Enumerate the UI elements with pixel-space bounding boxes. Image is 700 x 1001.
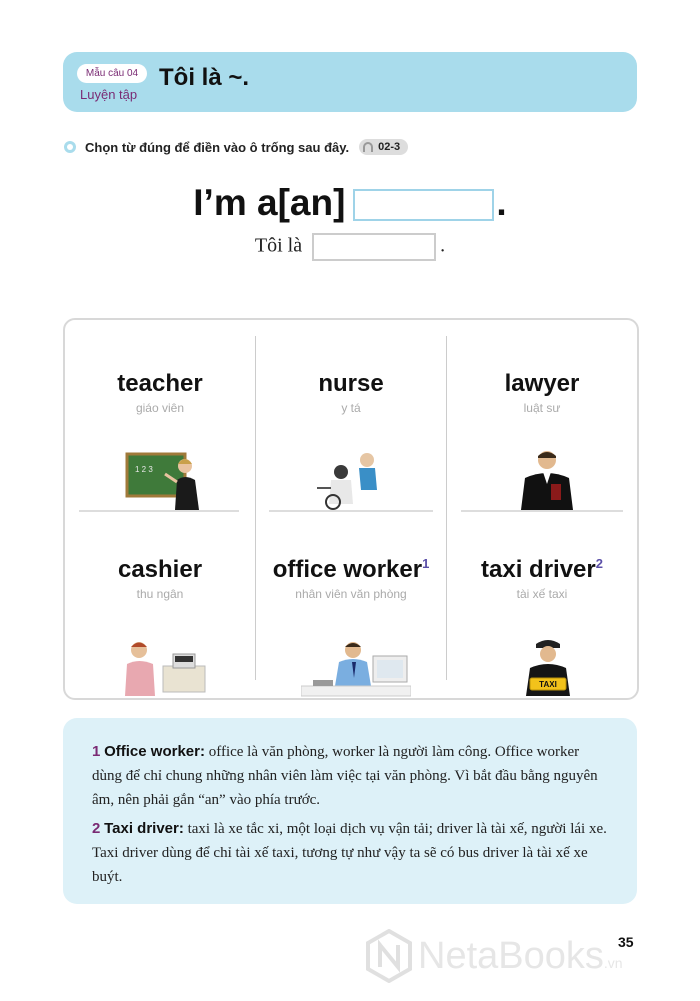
pattern-label: Mẫu câu 04	[77, 64, 147, 83]
taxi-driver-illustration	[520, 638, 576, 698]
row-divider	[79, 510, 239, 512]
vocab-item-nurse	[256, 370, 446, 415]
lawyer-illustration	[517, 448, 577, 510]
vocabulary-card	[63, 318, 639, 700]
svg-text:1 2 3: 1 2 3	[135, 465, 153, 474]
footnote-ref-2: 2	[595, 556, 603, 571]
vocab-word: office worker$^1$	[272, 556, 430, 583]
vietnamese-sentence	[0, 233, 700, 261]
instruction-text: Chọn từ đúng để điền vào ô trống sau đây.	[85, 139, 350, 155]
netabooks-logo-icon	[366, 929, 412, 983]
instruction	[64, 139, 408, 155]
audio-track-button[interactable]	[359, 139, 408, 155]
vietnamese-sentence-prefix: Tôi là	[254, 234, 303, 257]
vocab-item-office-worker	[256, 556, 446, 601]
taxi-sign-text: TAXI	[539, 680, 557, 689]
vocab-item-taxi-driver	[447, 556, 637, 601]
vocab-word: teacher	[117, 370, 203, 397]
bullet-icon	[64, 141, 76, 153]
vocab-meaning: thu ngân	[136, 587, 184, 601]
office-worker-illustration	[301, 638, 411, 698]
practice-label: Luyện tập	[80, 87, 138, 102]
note-1	[92, 740, 612, 812]
vocab-word: taxi driver$^2$	[481, 556, 603, 583]
english-answer-blank[interactable]	[353, 189, 494, 221]
english-sentence-prefix: I’m a[an]	[193, 182, 346, 223]
vocab-item-lawyer	[447, 370, 637, 415]
vocab-item-cashier	[65, 556, 255, 601]
nurse-illustration	[317, 448, 387, 510]
cashier-illustration	[123, 638, 209, 698]
note-term: Office worker:	[104, 743, 205, 760]
vocab-meaning: y tá	[341, 401, 361, 415]
vocab-meaning: giáo viên	[135, 401, 185, 415]
note-2	[92, 817, 612, 889]
vocab-word: cashier	[117, 556, 203, 583]
vocab-word: nurse	[318, 370, 384, 397]
lesson-title: Tôi là ~.	[159, 64, 250, 91]
notes-box	[63, 718, 637, 904]
note-term: Taxi driver:	[104, 820, 184, 837]
vietnamese-answer-blank[interactable]	[312, 233, 436, 261]
english-sentence-suffix: .	[496, 182, 507, 223]
page-number: 35	[618, 934, 634, 950]
headphone-icon	[363, 142, 373, 152]
lesson-header	[63, 52, 637, 112]
footnote-ref-1: 1	[422, 556, 430, 571]
teacher-illustration	[125, 448, 207, 510]
note-number: 1	[92, 743, 101, 760]
note-text: office là văn phòng, worker là người làm công. Office worker dùng để chỉ chung những nhân viên làm việc tại văn phòng. Vì bắt đầu bằng nguyên âm, nên phải gắn “an” vào phía trước.	[92, 744, 598, 808]
row-divider	[461, 510, 623, 512]
vocab-meaning: nhân viên văn phòng	[295, 587, 407, 601]
note-number: 2	[92, 820, 101, 837]
vocab-meaning: tài xế taxi	[516, 587, 568, 601]
vietnamese-sentence-suffix: .	[440, 234, 446, 257]
row-divider	[269, 510, 433, 512]
vocab-item-teacher	[65, 370, 255, 415]
watermark-text: NetaBooks.vn	[418, 934, 623, 977]
english-sentence	[0, 182, 700, 224]
note-text: taxi là xe tắc xi, một loại dịch vụ vận tải; driver là tài xế, người lái xe. Taxi driver dùng để chỉ tài xế taxi, tương tự như vậy ta sẽ có bus driver là tài xế xe buýt.	[92, 821, 607, 885]
vocab-word: lawyer	[504, 370, 580, 397]
netabooks-watermark	[366, 929, 623, 983]
audio-track-label: 02-3	[378, 141, 401, 153]
vocab-meaning: luật sư	[523, 401, 561, 415]
